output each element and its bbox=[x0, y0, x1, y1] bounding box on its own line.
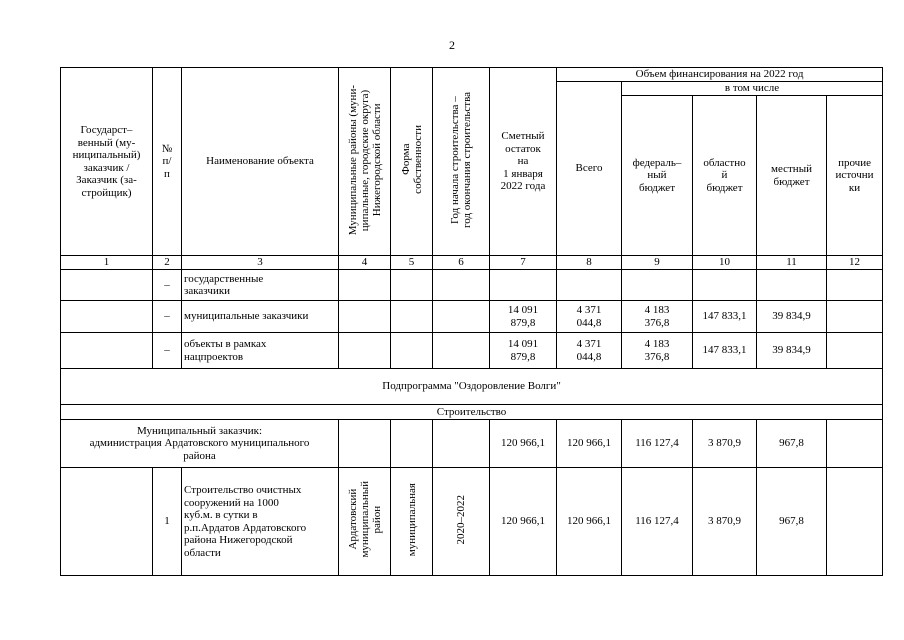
object-ownership: муниципальная bbox=[391, 468, 433, 576]
object-district: Ардатовский муниципальный район bbox=[339, 468, 391, 576]
column-numbers-row: 1 2 3 4 5 6 7 8 9 10 11 12 bbox=[61, 256, 883, 270]
header-estimate-balance: Сметный остаток на 1 января 2022 года bbox=[490, 68, 557, 256]
header-object-name: Наименование объекта bbox=[182, 68, 339, 256]
header-districts: Муниципальные районы (муни- ципальные, городские округа) Нижегородской области bbox=[339, 68, 391, 256]
page-number: 2 bbox=[449, 38, 455, 52]
header-local: местный бюджет bbox=[757, 96, 827, 256]
header-including: в том числе bbox=[622, 82, 883, 96]
header-customer: Государст– венный (му- ниципальный) заказчик / Заказчик (за- стройщик) bbox=[61, 68, 153, 256]
header-other: прочие источни ки bbox=[827, 96, 883, 256]
table-row: – муниципальные заказчики 14 091 879,8 4 371 044,8 4 183 376,8 147 833,1 39 834,9 bbox=[61, 301, 883, 333]
header-total: Всего bbox=[557, 82, 622, 256]
header-years: Год начала строительства – год окончания строительства bbox=[433, 68, 490, 256]
header-number: № п/ п bbox=[153, 68, 182, 256]
header-funding: Объем финансирования на 2022 год bbox=[557, 68, 883, 82]
header-regional: областно й бюджет bbox=[693, 96, 757, 256]
object-years: 2020–2022 bbox=[433, 468, 490, 576]
table-row: Муниципальный заказчик: администрация Ардатовского муниципального района 120 966,1 120 966,1 116 127,4 3 870,9 967,8 bbox=[61, 420, 883, 468]
table-row: 1 Строительство очистных сооружений на 1000 куб.м. в сутки в р.п.Ардатов Ардатовского района Нижегородской области Ардатовский муниципальный район муниципальная 2020–2022 120 966,1 120 966,1 116 127,4 3 870,9 967,8 bbox=[61, 468, 883, 576]
customer-name: Муниципальный заказчик: администрация Ардатовского муниципального района bbox=[61, 420, 339, 468]
section-title: Строительство bbox=[61, 405, 883, 420]
object-name: Строительство очистных сооружений на 1000 куб.м. в сутки в р.п.Ардатов Ардатовского района Нижегородской области bbox=[182, 468, 339, 576]
header-ownership: Форма собственности bbox=[391, 68, 433, 256]
table-row: – объекты в рамках нацпроектов 14 091 879,8 4 371 044,8 4 183 376,8 147 833,1 39 834,9 bbox=[61, 333, 883, 369]
subprogram-title: Подпрограмма "Оздоровление Волги" bbox=[61, 369, 883, 405]
financing-table bbox=[60, 67, 883, 576]
table-row: – государственные заказчики bbox=[61, 270, 883, 301]
header-federal: федераль– ный бюджет bbox=[622, 96, 693, 256]
